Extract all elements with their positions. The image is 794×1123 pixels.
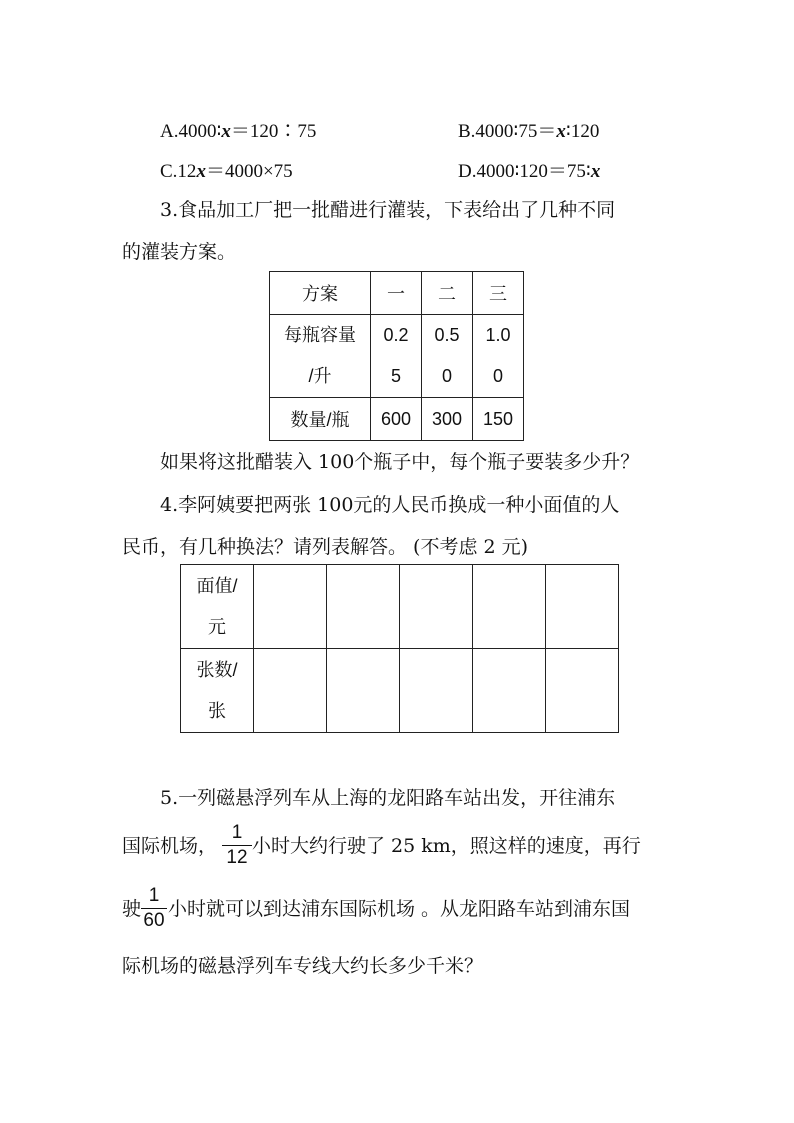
table-cell-empty[interactable]	[400, 649, 473, 733]
table-cell: 150	[473, 398, 524, 441]
q5-line-4: 际机场的磁悬浮列车专线大约长多少千米？	[122, 955, 484, 977]
table-cell-line: 张数/	[196, 659, 238, 680]
table-cell-empty[interactable]	[254, 649, 327, 733]
table-cell-line: 0.2	[383, 325, 409, 345]
table-cell	[473, 315, 524, 398]
table-cell	[270, 315, 371, 398]
fraction-one-twelfth	[222, 822, 252, 869]
q3-question: 如果将这批醋装入 100个瓶子中，每个瓶子要装多少升？	[160, 451, 640, 473]
table-cell-line: 面值/	[196, 575, 238, 596]
q4-answer-table	[180, 564, 619, 733]
q3-plan-table	[269, 271, 524, 441]
q5-line-1: 5.一列磁悬浮列车从上海的龙阳路车站出发，开往浦东	[160, 787, 616, 809]
table-cell-line: /升	[308, 366, 332, 386]
table-cell	[371, 315, 422, 398]
q5-line-3b: 小时就可以到达浦东国际机场 。从龙阳路车站到浦东国	[168, 898, 631, 920]
table-header-cell: 三	[473, 272, 524, 315]
fraction-bar	[141, 908, 167, 909]
option-c: C.12x＝4000×75	[160, 161, 293, 182]
fraction-numerator: 1	[148, 885, 160, 906]
table-cell-empty[interactable]	[546, 649, 619, 733]
fraction-numerator: 1	[231, 822, 243, 843]
table-cell-line: 1.0	[485, 325, 511, 345]
q4-line-2: 民币，有几种换法？请列表解答。 (不考虑 2 元)	[122, 536, 529, 558]
table-cell	[422, 315, 473, 398]
table-row	[181, 649, 619, 733]
table-cell-empty[interactable]	[327, 565, 400, 649]
table-cell-empty[interactable]	[473, 565, 546, 649]
table-cell-empty[interactable]	[546, 565, 619, 649]
fraction-denominator: 12	[226, 847, 248, 868]
q3-line-1: 3.食品加工厂把一批醋进行灌装，下表给出了几种不同	[160, 199, 616, 221]
table-cell	[181, 565, 254, 649]
table-cell-empty[interactable]	[473, 649, 546, 733]
option-b: B.4000∶75＝x∶120	[458, 121, 600, 142]
q5-line-3a: 驶	[122, 898, 142, 920]
table-row	[270, 272, 524, 315]
table-cell-line: 0.5	[434, 325, 460, 345]
table-cell: 数量/瓶	[270, 398, 371, 441]
option-a: A.4000∶x＝120∶75	[160, 121, 317, 142]
table-cell: 300	[422, 398, 473, 441]
q5-line-2a: 国际机场，	[122, 835, 218, 857]
option-d: D.4000∶120＝75∶x	[458, 161, 601, 182]
q4-line-1: 4.李阿姨要把两张 100元的人民币换成一种小面值的人	[160, 494, 620, 516]
q5-line-2b: 小时大约行驶了 25 km，照这样的速度，再行	[252, 835, 641, 857]
fraction-denominator: 60	[143, 910, 165, 931]
table-header-cell: 方案	[270, 272, 371, 315]
table-cell-empty[interactable]	[254, 565, 327, 649]
fraction-bar	[222, 845, 252, 846]
table-cell-line: 每瓶容量	[284, 325, 356, 345]
table-cell-empty[interactable]	[400, 565, 473, 649]
table-cell-empty[interactable]	[327, 649, 400, 733]
table-cell-line: 0	[492, 366, 503, 386]
table-cell-line: 张	[208, 700, 226, 721]
table-cell-line: 5	[390, 366, 401, 386]
table-cell: 600	[371, 398, 422, 441]
table-cell-line: 0	[441, 366, 452, 386]
q3-line-2: 的灌装方案。	[122, 241, 237, 263]
fraction-one-sixtieth	[141, 885, 167, 932]
table-header-cell: 一	[371, 272, 422, 315]
table-cell-line: 元	[208, 616, 226, 637]
table-row	[270, 398, 524, 441]
table-row	[181, 565, 619, 649]
table-cell	[181, 649, 254, 733]
table-header-cell: 二	[422, 272, 473, 315]
table-row	[270, 315, 524, 398]
